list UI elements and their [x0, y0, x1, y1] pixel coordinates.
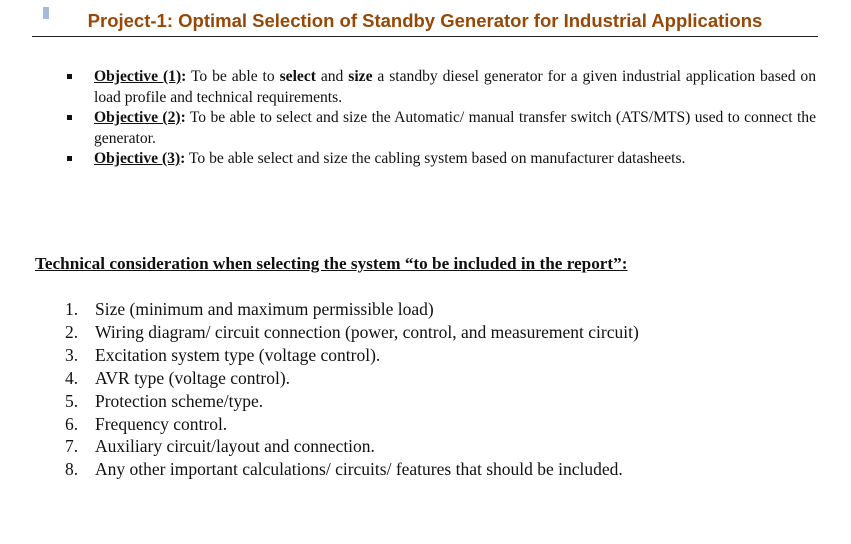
square-bullet-icon [67, 115, 72, 120]
list-number: 2. [65, 321, 79, 342]
objectives-list [64, 67, 816, 170]
objective-item-3 [64, 149, 816, 170]
objective-emphasis: select [279, 68, 316, 85]
text-cursor-icon [43, 7, 49, 19]
list-item-text: Excitation system type (voltage control). [95, 344, 381, 365]
objective-text: To be able to select and size the Automatic/ manual transfer switch (ATS/MTS) used to connect the generator. [94, 109, 816, 147]
list-item [60, 367, 639, 390]
list-item-text: Frequency control. [95, 413, 228, 434]
list-item [60, 413, 639, 436]
list-item-text: Auxiliary circuit/layout and connection. [95, 436, 375, 457]
list-number: 1. [65, 299, 79, 319]
list-number: 3. [65, 344, 79, 365]
technical-considerations-list [60, 298, 639, 481]
objective-item-2 [64, 108, 816, 149]
objective-text: To be able to [186, 68, 280, 85]
list-item [60, 321, 639, 344]
objective-text: To be able select and size the cabling system based on manufacturer datasheets. [185, 150, 686, 167]
list-item-text: AVR type (voltage control). [95, 367, 291, 388]
list-item [60, 344, 639, 367]
list-number: 6. [65, 413, 79, 434]
objective-text: a standby diesel generator for a given industrial application based on load profile and technical requirements. [94, 68, 816, 106]
list-number: 8. [65, 459, 79, 480]
list-item [60, 390, 639, 413]
list-number: 7. [65, 436, 79, 457]
list-item [60, 298, 639, 321]
list-number: 4. [65, 367, 79, 388]
list-item-text: Protection scheme/type. [95, 390, 264, 411]
list-item-text: Any other important calculations/ circuits/ features that should be included. [95, 459, 623, 480]
objective-emphasis: size [348, 68, 373, 85]
list-item-text: Size (minimum and maximum permissible load) [95, 299, 434, 319]
objective-label: Objective (2) [94, 109, 181, 126]
list-number: 5. [65, 390, 79, 411]
list-item-text: Wiring diagram/ circuit connection (power, control, and measurement circuit) [95, 321, 639, 342]
technical-heading: Technical consideration when selecting the system “to be included in the report”: [35, 254, 628, 273]
title-bar [32, 8, 818, 37]
objective-text: and [315, 68, 349, 85]
list-item [60, 435, 639, 458]
square-bullet-icon [67, 74, 72, 79]
objective-label: Objective (1) [94, 68, 182, 85]
page-title: Project-1: Optimal Selection of Standby Generator for Industrial Applications [87, 10, 763, 31]
objective-colon: : [181, 68, 187, 85]
objective-item-1 [64, 67, 816, 108]
objective-colon: : [180, 109, 186, 126]
objective-label: Objective (3) [94, 150, 181, 167]
objective-colon: : [180, 150, 186, 167]
list-item [60, 458, 639, 481]
square-bullet-icon [67, 156, 72, 161]
